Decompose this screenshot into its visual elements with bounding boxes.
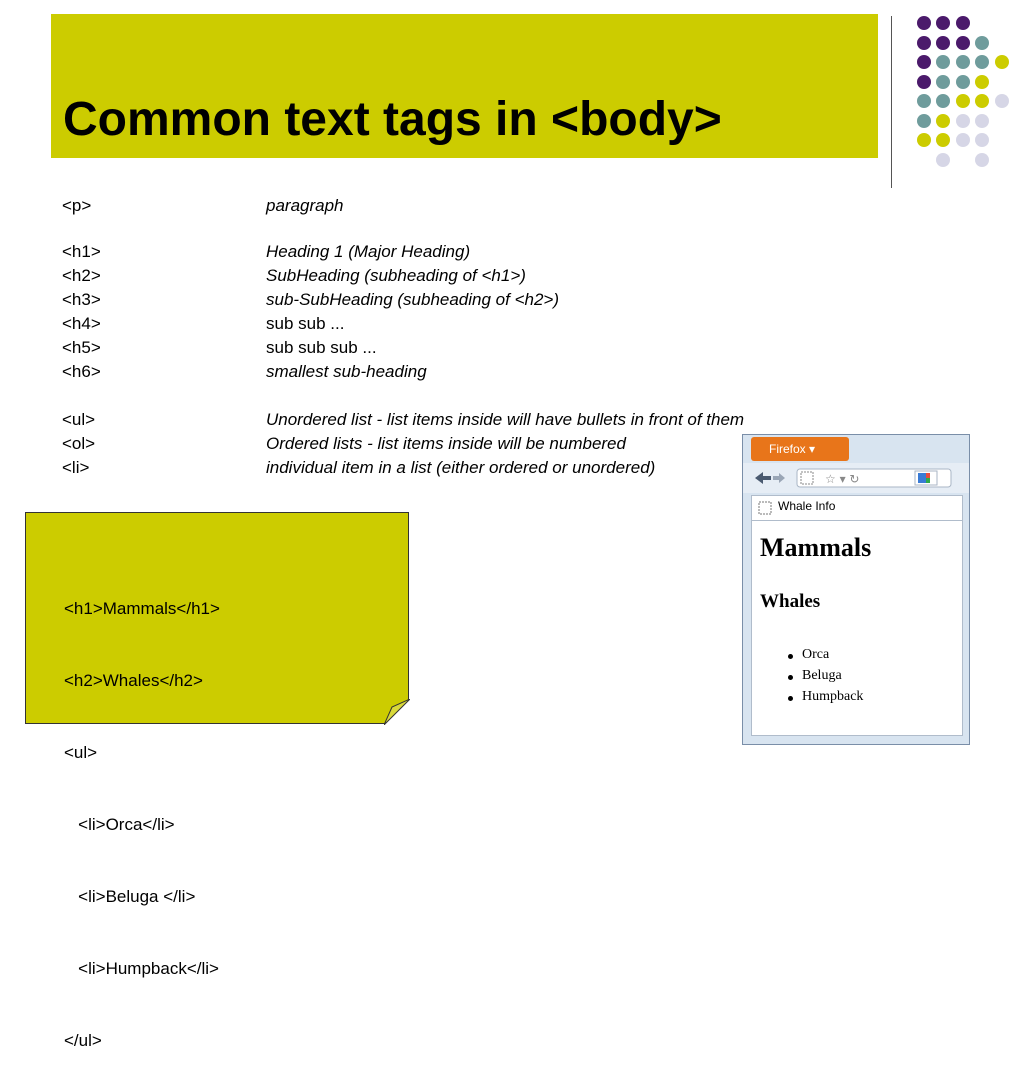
- browser-toolbar: [743, 463, 970, 493]
- note-fold-corner: [384, 699, 410, 725]
- decorative-dot: [995, 55, 1009, 69]
- decorative-dot: [975, 153, 989, 167]
- list-bullet: [788, 696, 793, 701]
- code-line: <h2>Whales</h2>: [64, 671, 203, 690]
- list-item: Beluga: [802, 668, 842, 683]
- decorative-dot: [956, 36, 970, 50]
- tag-description: paragraph: [266, 196, 344, 215]
- tag-description: SubHeading (subheading of <h1>): [266, 266, 526, 285]
- browser-page-content: [751, 520, 963, 736]
- nav-icons: [743, 463, 970, 493]
- forward-arrow-icon: [773, 473, 785, 483]
- tag-description: smallest sub-heading: [266, 362, 427, 381]
- decorative-dot: [975, 36, 989, 50]
- tag-description: Unordered list - list items inside will have bullets in front of them: [266, 410, 745, 429]
- decorative-dot: [917, 94, 931, 108]
- decorative-dot: [917, 36, 931, 50]
- decorative-dot: [956, 16, 970, 30]
- decorative-dot: [975, 133, 989, 147]
- tag-name: <ol>: [62, 434, 96, 453]
- decorative-dot: [936, 153, 950, 167]
- slide-title: Common text tags in <body>: [63, 93, 722, 146]
- back-arrow-icon: [755, 472, 771, 484]
- tag-name: <h2>: [62, 266, 101, 285]
- tag-name: <h1>: [62, 242, 101, 261]
- decorative-dot: [995, 94, 1009, 108]
- list-bullet: [788, 675, 793, 680]
- tag-description: sub-SubHeading (subheading of <h2>): [266, 290, 559, 309]
- code-line: <li>Orca</li>: [64, 815, 175, 834]
- decorative-dot: [975, 114, 989, 128]
- tag-description: sub sub ...: [266, 314, 345, 333]
- list-item: Humpback: [802, 689, 864, 704]
- tag-description: Heading 1 (Major Heading): [266, 242, 471, 261]
- decorative-dot: [956, 133, 970, 147]
- tag-name: <h6>: [62, 362, 101, 381]
- tab-title: Whale Info: [778, 499, 836, 513]
- decorative-dot: [917, 16, 931, 30]
- tag-description: Ordered lists - list items inside will be numbered: [266, 434, 626, 453]
- decorative-dot: [936, 75, 950, 89]
- code-line: <li>Beluga </li>: [64, 887, 196, 906]
- list-bullet: [788, 654, 793, 659]
- decorative-dot: [936, 94, 950, 108]
- decorative-dot: [975, 94, 989, 108]
- tag-description: individual item in a list (either ordered or unordered): [266, 458, 656, 477]
- tag-description: sub sub sub ...: [266, 338, 377, 357]
- code-line: <ul>: [64, 743, 98, 762]
- tag-name: <h5>: [62, 338, 101, 357]
- code-line: </ul>: [64, 1031, 102, 1050]
- divider-line: [891, 16, 892, 188]
- decorative-dot: [936, 133, 950, 147]
- decorative-dot: [956, 94, 970, 108]
- decorative-dot: [936, 114, 950, 128]
- tag-name: <li>: [62, 458, 90, 477]
- decorative-dot: [917, 133, 931, 147]
- decorative-dot: [936, 16, 950, 30]
- decorative-dot: [956, 55, 970, 69]
- tag-name: <p>: [62, 196, 92, 215]
- decorative-dot: [917, 75, 931, 89]
- decorative-dot: [936, 55, 950, 69]
- code-sample: [64, 549, 220, 1077]
- tag-name: <h4>: [62, 314, 101, 333]
- page-heading-1: Mammals: [760, 533, 872, 562]
- tag-name: <h3>: [62, 290, 101, 309]
- browser-screenshot: [742, 434, 970, 745]
- list-item: Orca: [802, 647, 830, 662]
- decorative-dot: [956, 75, 970, 89]
- tag-name: <ul>: [62, 410, 96, 429]
- star-icon: ☆ ▾ ↻: [825, 472, 860, 486]
- decorative-dot: [975, 75, 989, 89]
- code-line: <li>Humpback</li>: [64, 959, 219, 978]
- tab-favicon-icon: [758, 501, 772, 515]
- decorative-dot: [956, 114, 970, 128]
- browser-tab[interactable]: [751, 495, 963, 520]
- decorative-dot: [917, 55, 931, 69]
- decorative-dot: [936, 36, 950, 50]
- page-heading-2: Whales: [760, 591, 821, 612]
- decorative-dot: [917, 114, 931, 128]
- code-line: <h1>Mammals</h1>: [64, 599, 220, 618]
- firefox-menu-button[interactable]: Firefox ▾: [751, 437, 849, 461]
- decorative-dot: [975, 55, 989, 69]
